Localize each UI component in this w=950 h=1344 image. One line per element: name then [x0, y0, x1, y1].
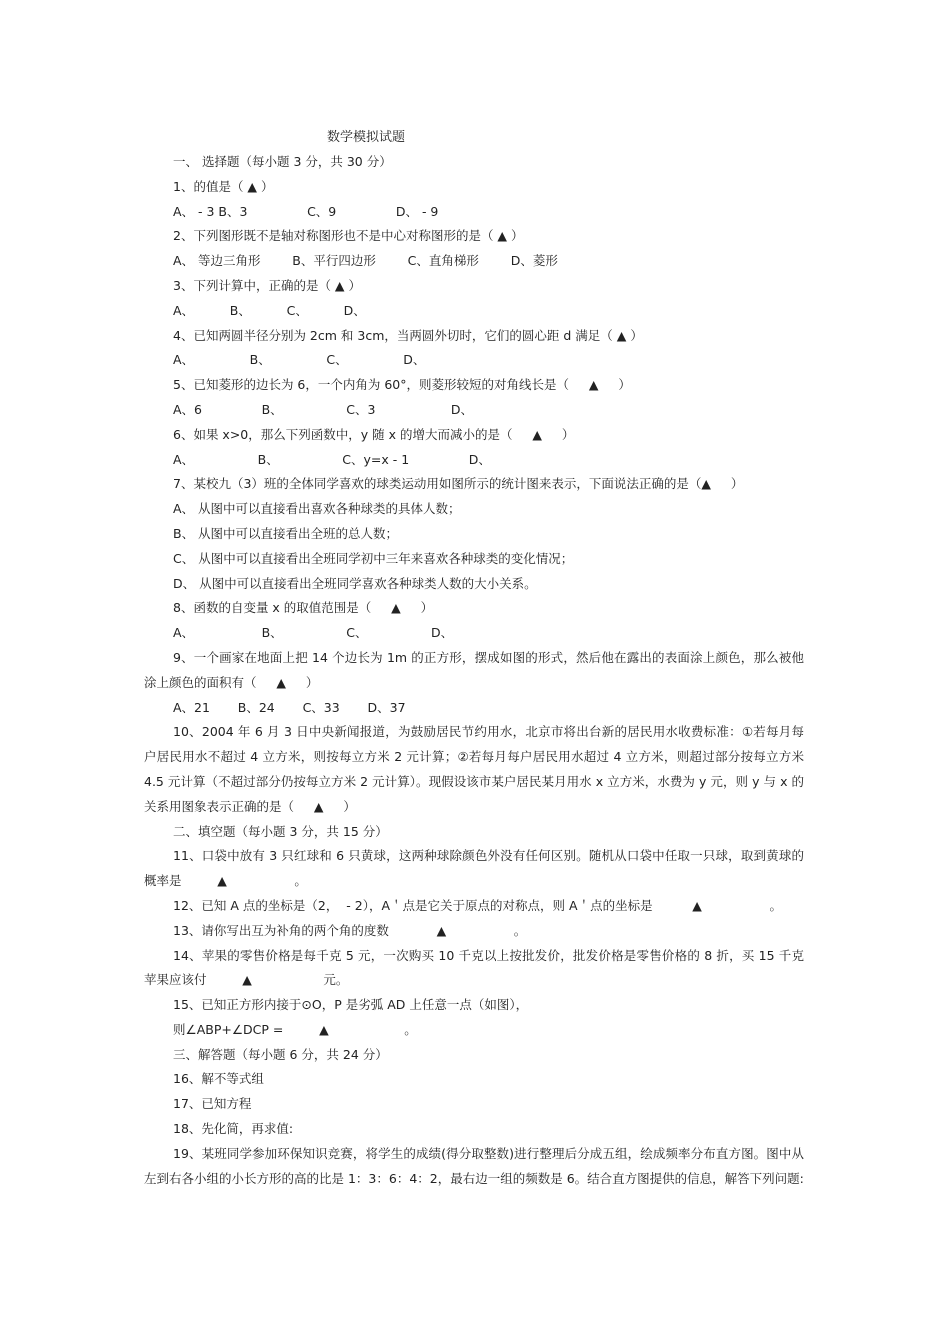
options-line: A、 B、 C、 D、 [173, 302, 366, 318]
section-heading: 三、解答题（每小题 6 分，共 24 分） [173, 1046, 388, 1062]
options-line: A、 B、 C、 D、 [173, 352, 426, 368]
question-line: 15、已知正方形内接于⊙O，P 是劣弧 AD 上任意一点（如图）， [173, 997, 529, 1013]
question-line: 16、解不等式组 [173, 1071, 264, 1087]
options-line: A、 B、 C、y=x - 1 D、 [173, 451, 491, 467]
question-line: 17、已知方程 [173, 1096, 252, 1112]
question-line: 3、下列计算中，正确的是（ ▲ ） [173, 277, 362, 293]
question-line: 则∠ABP+∠DCP = ▲ 。 [173, 1021, 417, 1037]
question-paragraph: 11、口袋中放有 3 只红球和 6 只黄球，这两种球除颜色外没有任何区别。随机从口袋中任取一只球，取到黄球的概率是 ▲ 。 [144, 848, 804, 889]
document-body [144, 150, 808, 1191]
question-line: 12、已知 A 点的坐标是（2， - 2），A＇点是它关于原点的对称点，则 A＇点的坐标是 ▲ 。 [173, 897, 782, 913]
question-paragraph: 14、苹果的零售价格是每千克 5 元，一次购买 10 千克以上按批发价，批发价格是零售价格的 8 折，买 15 千克苹果应该付 ▲ 元。 [144, 947, 804, 988]
question-line: 6、如果 x>0，那么下列函数中，y 随 x 的增大而减小的是（ ▲ ） [173, 426, 575, 442]
question-line: 7、某校九（3）班的全体同学喜欢的球类运动用如图所示的统计图来表示，下面说法正确的是（▲ ） [173, 476, 744, 492]
options-line: A、 从图中可以直接看出喜欢各种球类的具体人数； [173, 501, 461, 517]
question-line: 4、已知两圆半径分别为 2cm 和 3cm，当两圆外切时，它们的圆心距 d 满足（ ▲ ） [173, 327, 643, 343]
options-line: C、 从图中可以直接看出全班同学初中三年来喜欢各种球类的变化情况； [173, 550, 574, 566]
options-line: D、 从图中可以直接看出全班同学喜欢各种球类人数的大小关系。 [173, 575, 537, 591]
question-paragraph: 9、一个画家在地面上把 14 个边长为 1m 的正方形，摆成如图的形式，然后他在露出的表面涂上颜色，那么被他涂上颜色的面积有（ ▲ ） [144, 649, 804, 690]
options-line: A、 - 3 B、3 C、9 D、 - 9 [173, 203, 439, 219]
question-line: 13、请你写出互为补角的两个角的度数 ▲ 。 [173, 922, 527, 938]
options-line: A、 等边三角形 B、平行四边形 C、直角梯形 D、菱形 [173, 253, 558, 269]
question-line: 18、先化简，再求值: [173, 1121, 294, 1137]
question-paragraph: 10、2004 年 6 月 3 日中央新闻报道，为鼓励居民节约用水，北京市将出台新的居民用水收费标准：①若每月每户居民用水不超过 4 立方米，则按每立方米 2 元计算；②若每月每户居民用水超过 4 立方米，则超过部分按每立方米 4.5 元计算（不超过部分仍按每立方米 2 元计算）。现假设该市某户居民某月用水 x 立方米，水费为 y 元，则 y 与 x 的关系用图象表示正确的是（ ▲ ） [144, 724, 808, 814]
question-line: 2、下列图形既不是轴对称图形也不是中心对称图形的是（ ▲ ） [173, 228, 524, 244]
options-line: A、6 B、 C、3 D、 [173, 401, 474, 417]
page-title: 数学模拟试题 [326, 130, 405, 145]
options-line: A、21 B、24 C、33 D、37 [173, 699, 406, 715]
section-heading: 二、填空题（每小题 3 分，共 15 分） [173, 823, 388, 839]
section-heading: 一、 选择题（每小题 3 分，共 30 分） [173, 154, 392, 169]
question-line: 1、的值是（ ▲ ） [173, 178, 274, 194]
question-paragraph: 19、某班同学参加环保知识竞赛，将学生的成绩(得分取整数)进行整理后分成五组，绘成频率分布直方图。图中从左到右各小组的小长方形的高的比是 1：3：6：4：2，最右边一组的频数是 6。结合直方图提供的信息，解答下列问题: [144, 1145, 804, 1186]
question-line: 8、函数的自变量 x 的取值范围是（ ▲ ） [173, 600, 434, 616]
options-line: B、 从图中可以直接看出全班的总人数； [173, 525, 399, 541]
question-line: 5、已知菱形的边长为 6，一个内角为 60°，则菱形较短的对角线长是（ ▲ ） [173, 377, 631, 393]
options-line: A、 B、 C、 D、 [173, 625, 454, 641]
